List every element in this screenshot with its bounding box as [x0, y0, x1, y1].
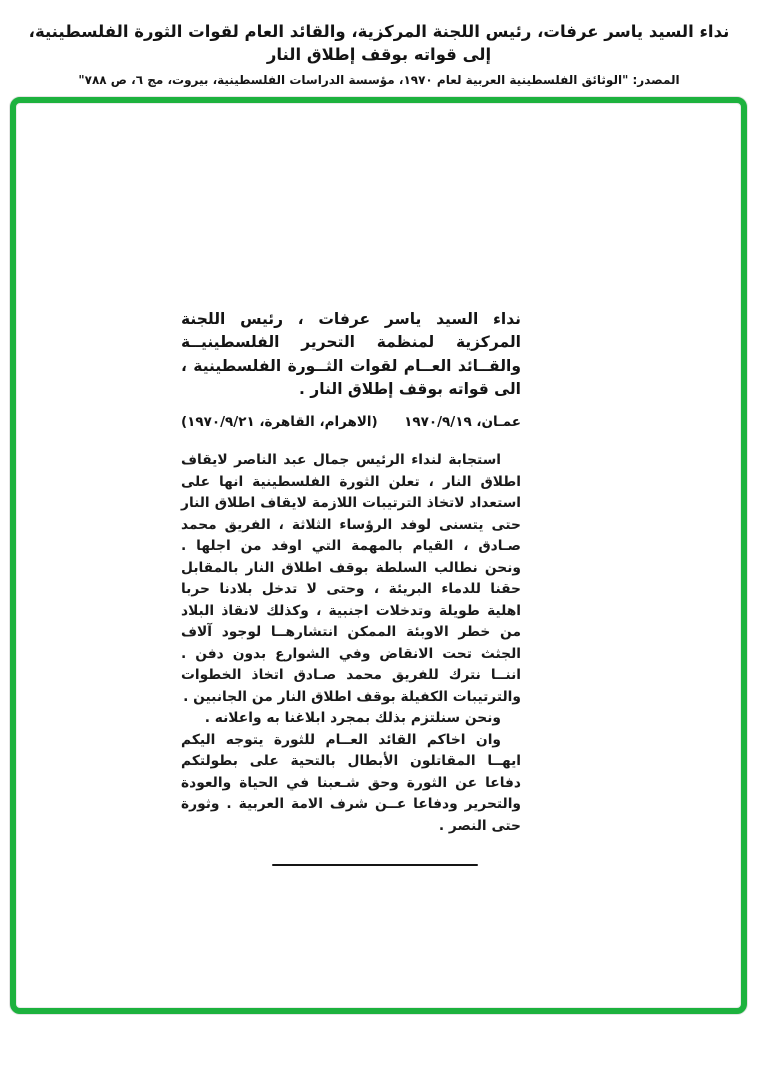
scanned-page-frame [10, 97, 747, 1014]
dateline-place-date: عمـان، ١٩٧٠/٩/١٩ [404, 414, 521, 430]
end-of-document-rule [272, 864, 478, 866]
dateline-citation: (الاهرام، القاهرة، ١٩٧٠/٩/٢١) [181, 414, 378, 430]
scanned-document-title: نداء السيد ياسر عرفات ، رئيس اللجنة المركزية لمنظمة التحرير الفلسطينيــة والقــائد العــام لقوات الثــورة الفلسطينية ، الى قواته بوقف إطلاق النار . [181, 310, 521, 398]
document-body [181, 450, 521, 837]
header-title: نداء السيد ياسر عرفات، رئيس اللجنة المركزية، والقائد العام لقوات الثورة الفلسطينية، إلى قواته بوقف إطلاق النار [28, 22, 730, 65]
dateline-row [181, 414, 521, 430]
body-paragraph-2: ونحن سنلتزم بذلك بمجرد ابلاغنا به واعلانه . [204, 710, 501, 727]
header-source-citation: المصدر: "الوثائق الفلسطينية العربية لعام ١٩٧٠، مؤسسة الدراسات الفلسطينية، بيروت، مج ٦، ص ٧٨٨" [78, 73, 680, 88]
scanned-page-content [181, 308, 521, 866]
body-paragraph-1: استجابة لنداء الرئيس جمال عبد الناصر لايقاف اطلاق النار ، تعلن الثورة الفلسطينية انها على استعداد لاتخاذ الترتيبات اللازمة لايقاف اطلاق النار حتى يتسنى لوفد الرؤساء الثلاثة ، الفريق محمد صـادق ، القيام بالمهمة التي اوفد من اجلها . ونحن نطالب السلطة بوقف اطلاق النار بالمقابل حقنا للدماء البريئة ، وحتى لا تدخل بلادنا حربا اهلية طويلة وتدخلات اجنبية ، وكذلك لانقاذ البلاد من خطر الاوبئة الممكن انتشارهــا لوجود آلاف الجثث تحت الانقاض وفي الشوارع بدون دفن . اننــا نترك للفريق محمد صـادق اتخاذ الخطوات والترتيبات الكفيلة بوقف اطلاق النار من الجانبين . [181, 452, 521, 705]
body-paragraph-3: وان اخاكم القائد العــام للثورة يتوجه اليكم ايهــا المقاتلون الأبطال بالتحية على بطولتكم دفاعا عن الثورة وحق شـعبنا في الحياة والعودة والتحرير ودفاعا عــن شرف الامة العربية . وثورة حتى النصر . [181, 731, 521, 834]
document-header [0, 20, 758, 87]
